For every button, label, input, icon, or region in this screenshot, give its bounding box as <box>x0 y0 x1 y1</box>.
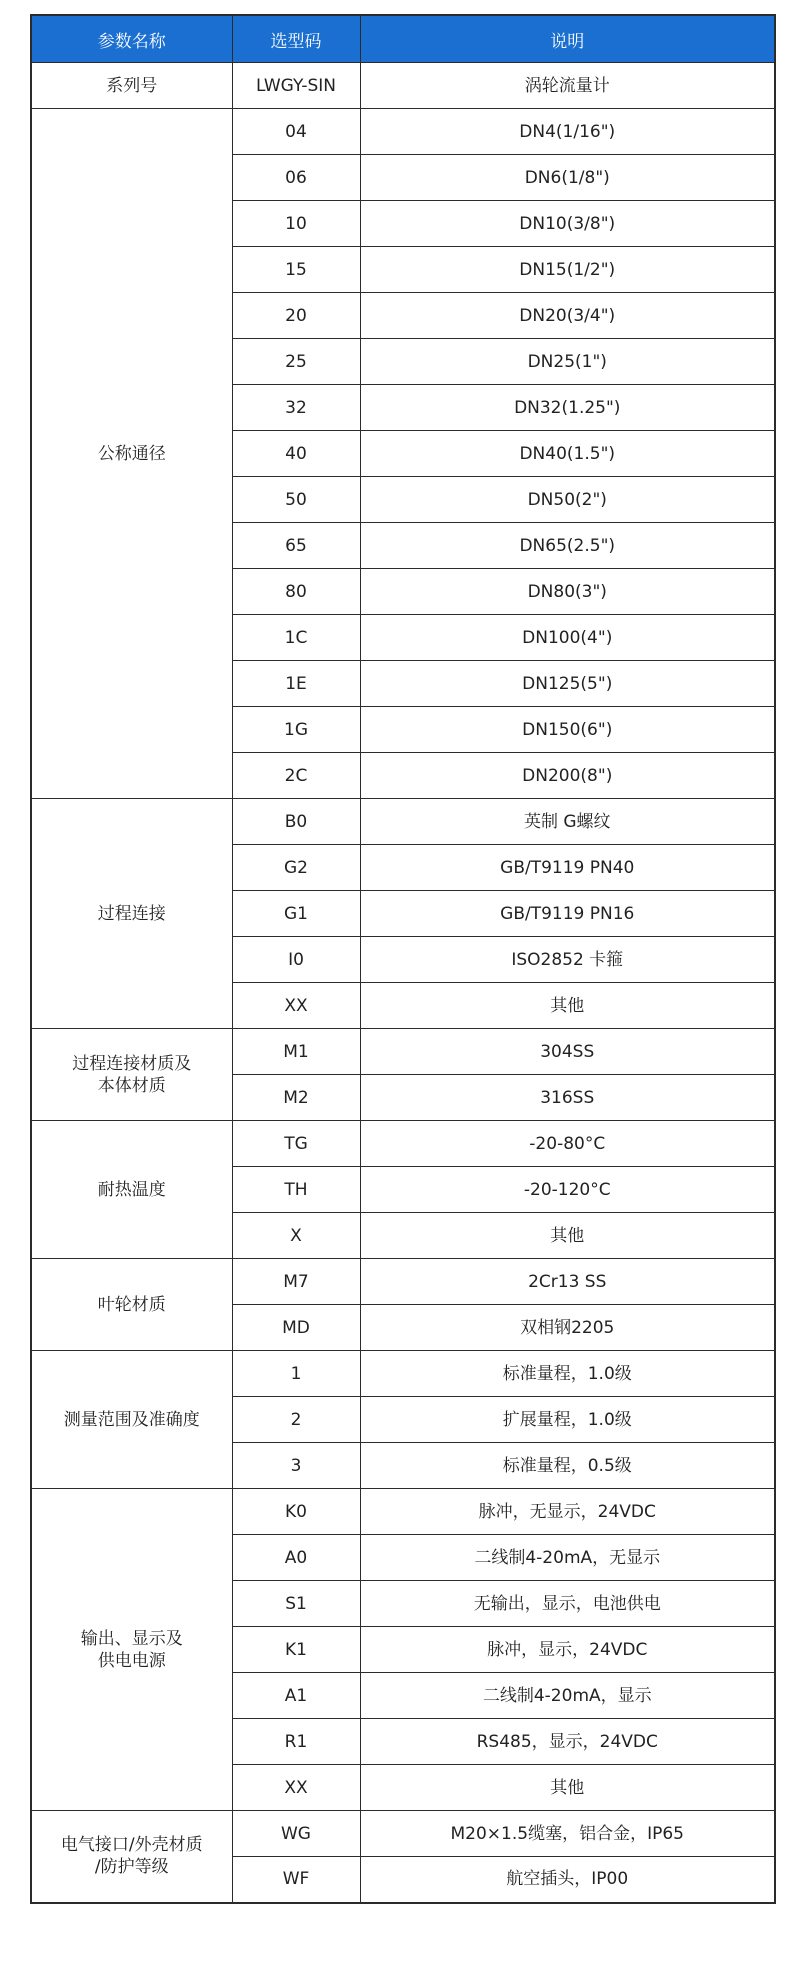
description-cell: DN25(1") <box>360 339 775 385</box>
selection-code-cell: 50 <box>232 477 360 523</box>
description-cell: DN20(3/4") <box>360 293 775 339</box>
selection-code-cell: 20 <box>232 293 360 339</box>
selection-code-cell: G2 <box>232 845 360 891</box>
description-cell: DN150(6") <box>360 707 775 753</box>
param-name-cell: 输出、显示及 供电电源 <box>31 1489 232 1811</box>
selection-code-cell: MD <box>232 1305 360 1351</box>
description-cell: 其他 <box>360 983 775 1029</box>
selection-code-cell: S1 <box>232 1581 360 1627</box>
selection-code-cell: 15 <box>232 247 360 293</box>
param-name-cell: 测量范围及准确度 <box>31 1351 232 1489</box>
description-cell: DN65(2.5") <box>360 523 775 569</box>
selection-code-cell: 2 <box>232 1397 360 1443</box>
table-row <box>31 1121 775 1167</box>
header-param-name: 参数名称 <box>31 15 232 63</box>
selection-code-cell: WF <box>232 1857 360 1903</box>
table-body <box>31 63 775 1903</box>
table-row <box>31 63 775 109</box>
description-cell: 二线制4-20mA，显示 <box>360 1673 775 1719</box>
selection-code-cell: 3 <box>232 1443 360 1489</box>
description-cell: 扩展量程，1.0级 <box>360 1397 775 1443</box>
description-cell: DN125(5") <box>360 661 775 707</box>
description-cell: 304SS <box>360 1029 775 1075</box>
selection-code-cell: 32 <box>232 385 360 431</box>
description-cell: 无输出，显示，电池供电 <box>360 1581 775 1627</box>
description-cell: 英制 G螺纹 <box>360 799 775 845</box>
selection-code-cell: K1 <box>232 1627 360 1673</box>
selection-code-cell: A0 <box>232 1535 360 1581</box>
param-name-cell: 过程连接材质及 本体材质 <box>31 1029 232 1121</box>
description-cell: 2Cr13 SS <box>360 1259 775 1305</box>
selection-code-cell: 1C <box>232 615 360 661</box>
table-row <box>31 1811 775 1857</box>
description-cell: 航空插头，IP00 <box>360 1857 775 1903</box>
param-name-cell: 系列号 <box>31 63 232 109</box>
table-row <box>31 1351 775 1397</box>
description-cell: -20-80°C <box>360 1121 775 1167</box>
selection-code-cell: 80 <box>232 569 360 615</box>
description-cell: DN40(1.5") <box>360 431 775 477</box>
description-cell: 双相钢2205 <box>360 1305 775 1351</box>
selection-code-cell: 2C <box>232 753 360 799</box>
description-cell: DN15(1/2") <box>360 247 775 293</box>
description-cell: DN10(3/8") <box>360 201 775 247</box>
selection-code-cell: M1 <box>232 1029 360 1075</box>
selection-code-cell: I0 <box>232 937 360 983</box>
selection-code-cell: M7 <box>232 1259 360 1305</box>
description-cell: 316SS <box>360 1075 775 1121</box>
description-cell: 其他 <box>360 1765 775 1811</box>
description-cell: GB/T9119 PN40 <box>360 845 775 891</box>
description-cell: DN200(8") <box>360 753 775 799</box>
selection-code-cell: 1 <box>232 1351 360 1397</box>
description-cell: 二线制4-20mA，无显示 <box>360 1535 775 1581</box>
header-row <box>31 15 775 63</box>
selection-code-cell: 06 <box>232 155 360 201</box>
description-cell: ISO2852 卡箍 <box>360 937 775 983</box>
description-cell: 脉冲，无显示，24VDC <box>360 1489 775 1535</box>
table-row <box>31 1029 775 1075</box>
selection-code-cell: 65 <box>232 523 360 569</box>
description-cell: 其他 <box>360 1213 775 1259</box>
selection-code-cell: A1 <box>232 1673 360 1719</box>
selection-code-cell: 10 <box>232 201 360 247</box>
description-cell: GB/T9119 PN16 <box>360 891 775 937</box>
selection-code-cell: TG <box>232 1121 360 1167</box>
selection-code-cell: K0 <box>232 1489 360 1535</box>
header-description: 说明 <box>360 15 775 63</box>
param-name-cell: 电气接口/外壳材质 /防护等级 <box>31 1811 232 1903</box>
description-cell: 标准量程，0.5级 <box>360 1443 775 1489</box>
table-header <box>31 15 775 63</box>
param-name-cell: 过程连接 <box>31 799 232 1029</box>
selection-code-cell: WG <box>232 1811 360 1857</box>
model-selection-table <box>30 14 776 1904</box>
description-cell: DN4(1/16") <box>360 109 775 155</box>
selection-code-cell: M2 <box>232 1075 360 1121</box>
table-row <box>31 1489 775 1535</box>
description-cell: DN50(2") <box>360 477 775 523</box>
selection-code-cell: 25 <box>232 339 360 385</box>
description-cell: 涡轮流量计 <box>360 63 775 109</box>
description-cell: DN100(4") <box>360 615 775 661</box>
param-name-cell: 耐热温度 <box>31 1121 232 1259</box>
selection-table-container <box>30 14 774 1904</box>
description-cell: DN32(1.25") <box>360 385 775 431</box>
description-cell: DN80(3") <box>360 569 775 615</box>
table-row <box>31 1259 775 1305</box>
selection-code-cell: XX <box>232 1765 360 1811</box>
selection-code-cell: R1 <box>232 1719 360 1765</box>
description-cell: -20-120°C <box>360 1167 775 1213</box>
selection-code-cell: 40 <box>232 431 360 477</box>
selection-code-cell: XX <box>232 983 360 1029</box>
description-cell: DN6(1/8") <box>360 155 775 201</box>
description-cell: M20×1.5缆塞，铝合金，IP65 <box>360 1811 775 1857</box>
selection-code-cell: B0 <box>232 799 360 845</box>
description-cell: RS485，显示，24VDC <box>360 1719 775 1765</box>
selection-code-cell: 1G <box>232 707 360 753</box>
description-cell: 标准量程，1.0级 <box>360 1351 775 1397</box>
selection-code-cell: G1 <box>232 891 360 937</box>
description-cell: 脉冲，显示，24VDC <box>360 1627 775 1673</box>
selection-code-cell: 04 <box>232 109 360 155</box>
param-name-cell: 叶轮材质 <box>31 1259 232 1351</box>
param-name-cell: 公称通径 <box>31 109 232 799</box>
table-row <box>31 109 775 155</box>
selection-code-cell: X <box>232 1213 360 1259</box>
table-row <box>31 799 775 845</box>
header-selection-code: 选型码 <box>232 15 360 63</box>
selection-code-cell: 1E <box>232 661 360 707</box>
selection-code-cell: TH <box>232 1167 360 1213</box>
selection-code-cell: LWGY-SIN <box>232 63 360 109</box>
